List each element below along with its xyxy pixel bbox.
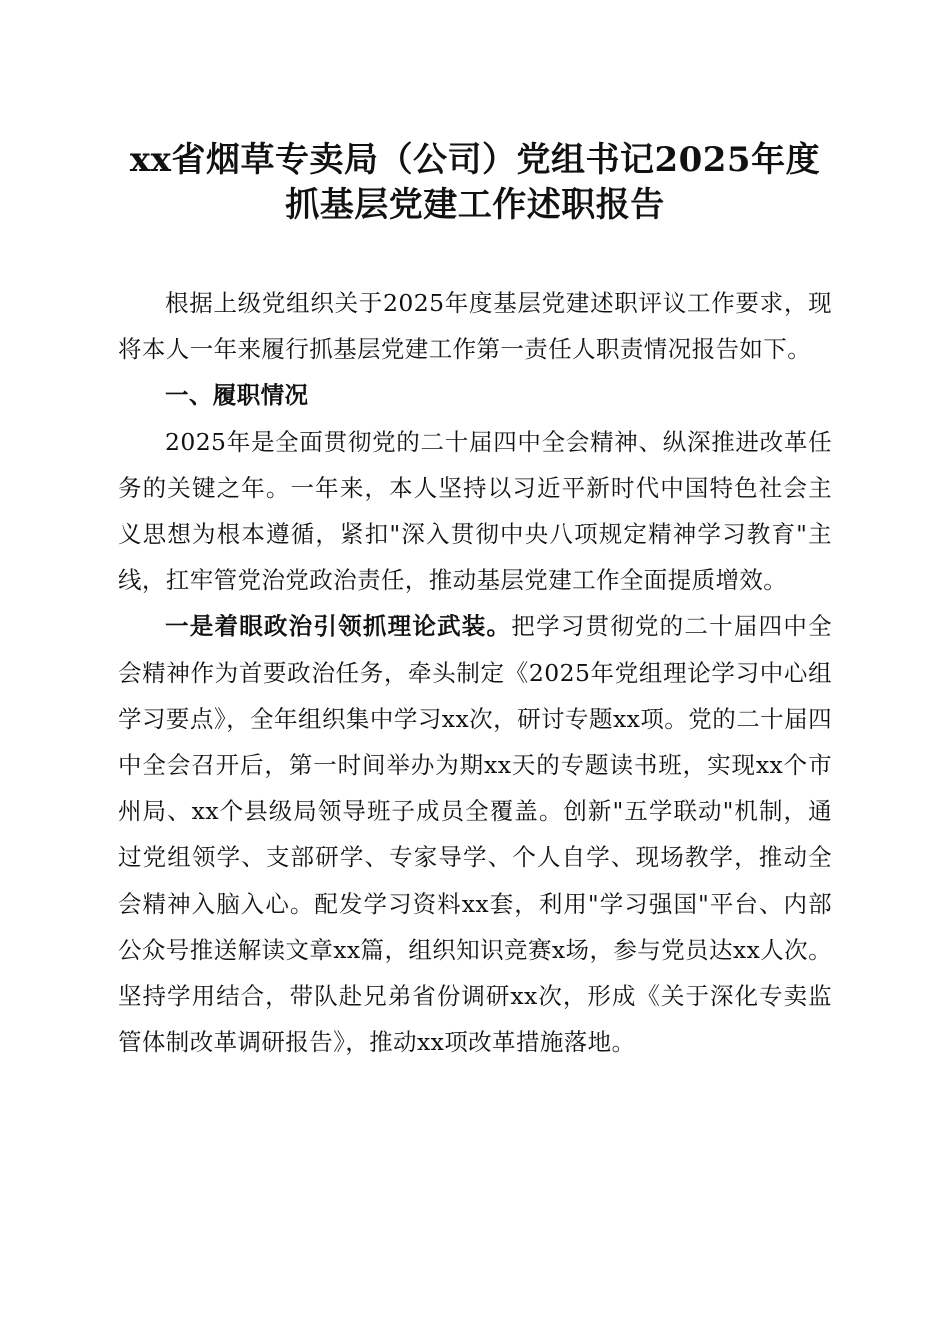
section-paragraph-overview: 2025年是全面贯彻党的二十届四中全会精神、纵深推进改革任务的关键之年。一年来，本人坚持以习近平新时代中国特色社会主义思想为根本遵循，紧扣"深入贯彻中央八项规定精神学习教育"主线，扛牢管党治党政治责任，推动基层党建工作全面提质增效。 (118, 427, 832, 595)
point-1-body: 把学习贯彻党的二十届四中全会精神作为首要政治任务，牵头制定《2025年党组理论学习中心组学习要点》，全年组织集中学习xx次，研讨专题xx项。党的二十届四中全会召开后，第一时间举办为期xx天的专题读书班，实现xx个市州局、xx个县级局领导班子成员全覆盖。创新"五学联动"机制，通过党组领学、支部研学、专家导学、个人自学、现场教学，推动全会精神入脑入心。配发学习资料xx套，利用"学习强国"平台、内部公众号推送解读文章xx篇，组织知识竞赛x场，参与党员达xx人次。坚持学用结合，带队赴兄弟省份调研xx次，形成《关于深化专卖监管体制改革调研报告》，推动xx项改革措施落地。 (118, 612, 832, 1057)
section-paragraph-point-1 (118, 603, 832, 1065)
document-title-line-1: xx省烟草专卖局（公司）党组书记2025年度 (129, 140, 821, 180)
document-title-line-2: 抓基层党建工作述职报告 (285, 185, 665, 225)
section-heading-performance: 一、履职情况 (165, 381, 309, 410)
document-body (118, 280, 832, 1065)
point-1-lead: 一是着眼政治引领抓理论武装。 (165, 612, 512, 641)
intro-paragraph: 根据上级党组织关于2025年度基层党建述职评议工作要求，现将本人一年来履行抓基层党建工作第一责任人职责情况报告如下。 (118, 289, 832, 364)
